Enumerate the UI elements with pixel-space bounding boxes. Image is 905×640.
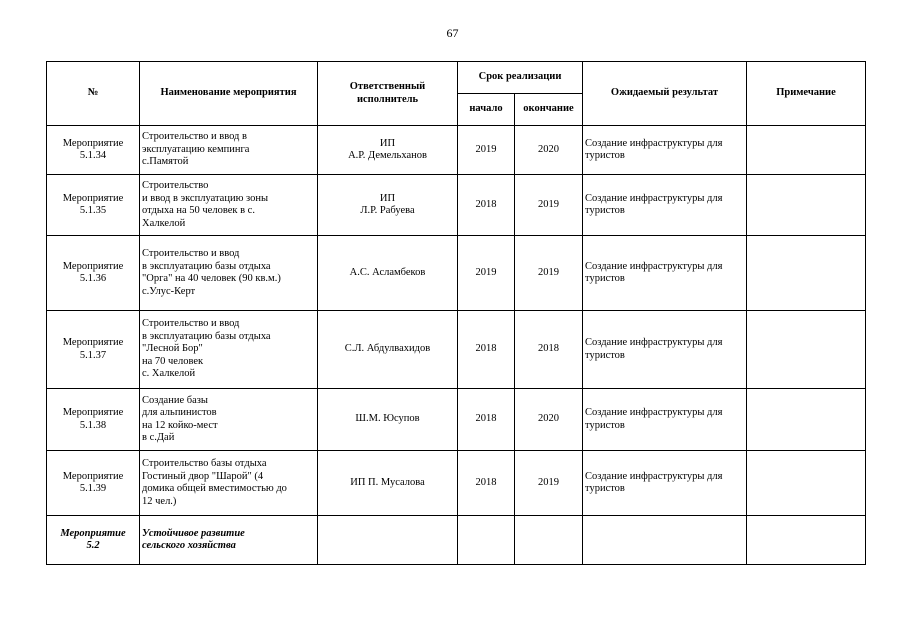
- row-num: Мероприятие 5.1.34: [47, 126, 140, 175]
- header-note: Примечание: [747, 62, 866, 126]
- row-responsible: А.С. Асламбеков: [318, 236, 458, 311]
- row-responsible: ИП Л.Р. Рабуева: [318, 175, 458, 236]
- row-start: 2019: [458, 126, 515, 175]
- row-start: 2018: [458, 175, 515, 236]
- row-num: Мероприятие 5.1.37: [47, 311, 140, 389]
- row-num: Мероприятие 5.1.38: [47, 389, 140, 451]
- row-name: Создание базы для альпинистов на 12 койко-мест в с.Дай: [140, 389, 318, 451]
- row-start: 2018: [458, 451, 515, 516]
- row-num: Мероприятие 5.1.36: [47, 236, 140, 311]
- row-name: Строительство базы отдыха Гостиный двор "Шарой" (4 домика общей вместимостью до 12 чел.): [140, 451, 318, 516]
- table-row: [47, 451, 866, 516]
- row-note: [747, 389, 866, 451]
- row-responsible: С.Л. Абдулвахидов: [318, 311, 458, 389]
- row-note: [747, 451, 866, 516]
- table-row: [47, 389, 866, 451]
- subsection-responsible: [318, 516, 458, 565]
- table-row: [47, 236, 866, 311]
- row-result: Создание инфраструктуры для туристов: [583, 451, 747, 516]
- header-start: начало: [458, 94, 515, 126]
- subsection-row: [47, 516, 866, 565]
- subsection-start: [458, 516, 515, 565]
- row-end: 2018: [515, 311, 583, 389]
- row-end: 2019: [515, 236, 583, 311]
- table-header: [47, 62, 866, 126]
- row-responsible: ИП П. Мусалова: [318, 451, 458, 516]
- row-note: [747, 126, 866, 175]
- table-row: [47, 175, 866, 236]
- row-end: 2020: [515, 389, 583, 451]
- header-period: Срок реализации: [458, 62, 583, 94]
- row-name: Строительство и ввод в эксплуатацию базы отдыха "Орга" на 40 человек (90 кв.м.) с.Улус-Керт: [140, 236, 318, 311]
- row-result: Создание инфраструктуры для туристов: [583, 126, 747, 175]
- activities-table: [46, 61, 866, 565]
- row-num: Мероприятие 5.1.39: [47, 451, 140, 516]
- row-note: [747, 175, 866, 236]
- header-end: окончание: [515, 94, 583, 126]
- subsection-note: [747, 516, 866, 565]
- row-result: Создание инфраструктуры для туристов: [583, 175, 747, 236]
- page-number: 67: [446, 26, 459, 40]
- row-result: Создание инфраструктуры для туристов: [583, 236, 747, 311]
- table-row: [47, 126, 866, 175]
- subsection-num: Мероприятие 5.2: [47, 516, 140, 565]
- row-name: Строительство и ввод в эксплуатацию кемпинга с.Памятой: [140, 126, 318, 175]
- row-end: 2019: [515, 175, 583, 236]
- row-num: Мероприятие 5.1.35: [47, 175, 140, 236]
- row-end: 2019: [515, 451, 583, 516]
- subsection-result: [583, 516, 747, 565]
- row-end: 2020: [515, 126, 583, 175]
- row-responsible: Ш.М. Юсупов: [318, 389, 458, 451]
- header-result: Ожидаемый результат: [583, 62, 747, 126]
- row-name: Строительство и ввод в эксплуатацию базы отдыха "Лесной Бор" на 70 человек с. Халкелой: [140, 311, 318, 389]
- subsection-end: [515, 516, 583, 565]
- row-start: 2018: [458, 389, 515, 451]
- row-name: Строительство и ввод в эксплуатацию зоны отдыха на 50 человек в с. Халкелой: [140, 175, 318, 236]
- row-start: 2019: [458, 236, 515, 311]
- header-responsible: Ответственный исполнитель: [318, 62, 458, 126]
- row-responsible: ИП А.Р. Демельханов: [318, 126, 458, 175]
- table-row: [47, 311, 866, 389]
- row-start: 2018: [458, 311, 515, 389]
- subsection-name: Устойчивое развитие сельского хозяйства: [140, 516, 318, 565]
- row-note: [747, 311, 866, 389]
- header-num: №: [47, 62, 140, 126]
- row-note: [747, 236, 866, 311]
- header-name: Наименование мероприятия: [140, 62, 318, 126]
- row-result: Создание инфраструктуры для туристов: [583, 389, 747, 451]
- row-result: Создание инфраструктуры для туристов: [583, 311, 747, 389]
